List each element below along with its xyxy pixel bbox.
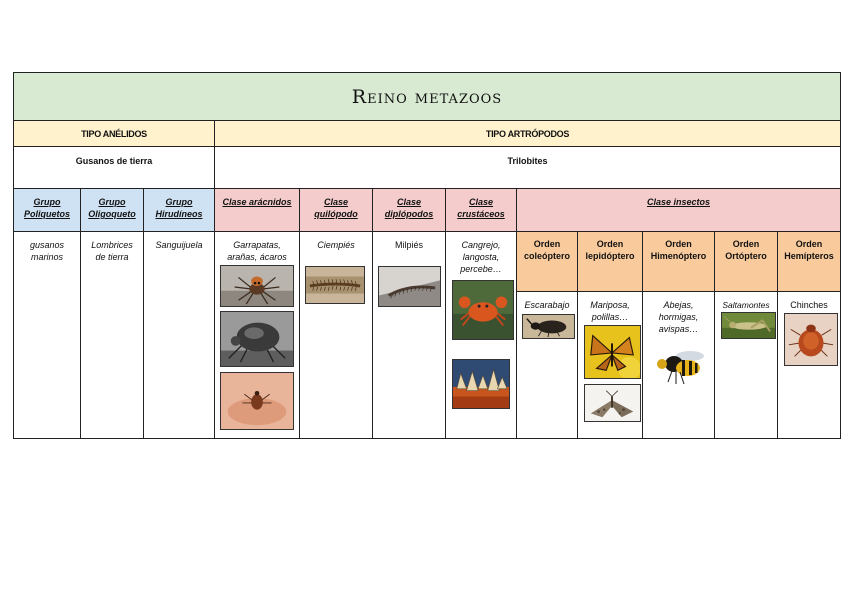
header-label: Clase quilópodo: [314, 197, 358, 219]
spider-photo: [220, 265, 294, 307]
header-label: Clase insectos: [646, 197, 711, 207]
millipede-photo: [378, 266, 441, 307]
header-orden-lepidoptero: [577, 231, 643, 292]
page-title: [13, 72, 841, 121]
centipede-photo: [305, 266, 365, 304]
beetle-photo: [522, 314, 575, 339]
examples-text: gusanos marinos: [29, 240, 65, 262]
orden-label: Orden Ortóptero: [725, 239, 767, 261]
header-clase-insectos: [516, 188, 841, 232]
examples-text: Ciempiés: [317, 240, 355, 250]
header-label: Grupo Poliquetos: [23, 197, 70, 219]
header-grupo-oligoqueto: [80, 188, 144, 232]
examples-text: Escarabajo: [524, 300, 570, 310]
header-label: Clase crustáceos: [457, 197, 505, 219]
body-hirudineos: [143, 231, 215, 439]
tick-photo: [220, 372, 294, 430]
grasshopper-photo: [721, 312, 776, 339]
orden-label: Orden Hemípteros: [784, 239, 834, 261]
tipo-anelidos-label: TIPO ANÉLIDOS: [81, 128, 147, 139]
examples-text: Sanguijuela: [155, 240, 203, 250]
examples-text: Lombrices de tierra: [91, 240, 133, 262]
examples-text: Mariposa, polillas…: [590, 300, 630, 322]
header-label: Clase arácnidos: [222, 197, 292, 207]
header-orden-himenoptero: [642, 231, 715, 292]
body-oligoqueto: [80, 231, 144, 439]
examples-text: Garrapatas, arañas, ácaros: [227, 240, 287, 262]
header-orden-ortoptero: [714, 231, 778, 292]
title-text: Reino metazoos: [351, 85, 503, 108]
examples-text: Chinches: [790, 300, 828, 310]
body-poliquetos: [13, 231, 81, 439]
header-label: Grupo Oligoqueto: [88, 197, 136, 219]
header-grupo-hirudineos: [143, 188, 215, 232]
header-clase-diplopodos: [372, 188, 446, 232]
examples-text: Milpiés: [394, 240, 423, 250]
header-label: Grupo Hirudíneos: [155, 197, 203, 219]
examples-text: Cangrejo, langosta, percebe…: [460, 240, 502, 274]
examples-text: Abejas, hormigas, avispas…: [658, 300, 699, 334]
header-clase-aracnidos: [214, 188, 300, 232]
header-grupo-poliquetos: [13, 188, 81, 232]
bedbug-photo: [784, 313, 838, 366]
header-orden-hemipteros: [777, 231, 841, 292]
tipo-artropodos: [214, 120, 841, 147]
butterfly-photo: [584, 325, 641, 379]
header-label: Clase diplópodos: [384, 197, 434, 219]
tipo-anelidos: [13, 120, 215, 147]
examples-text: Saltamontes: [722, 300, 770, 310]
wasp-photo: [652, 344, 708, 388]
subtitle-anelidos-text: Gusanos de tierra: [75, 155, 153, 166]
subtitle-artropodos-text: Trilobites: [507, 155, 548, 166]
barnacle-photo: [452, 359, 510, 409]
body-diplopodos: [372, 231, 446, 439]
header-orden-coleoptero: [516, 231, 578, 292]
mite-photo: [220, 311, 294, 367]
orden-label: Orden Himenóptero: [650, 239, 707, 261]
header-clase-quilopodo: [299, 188, 373, 232]
tipo-artropodos-label: TIPO ARTRÓPODOS: [485, 128, 570, 139]
header-clase-crustaceos: [445, 188, 517, 232]
orden-label: Orden lepidóptero: [585, 239, 635, 261]
subtitle-artropodos: [214, 146, 841, 189]
crab-photo: [452, 280, 514, 340]
subtitle-anelidos: [13, 146, 215, 189]
body-quilopodo: [299, 231, 373, 439]
orden-label: Orden coleóptero: [523, 239, 570, 261]
moth-photo: [584, 384, 641, 422]
